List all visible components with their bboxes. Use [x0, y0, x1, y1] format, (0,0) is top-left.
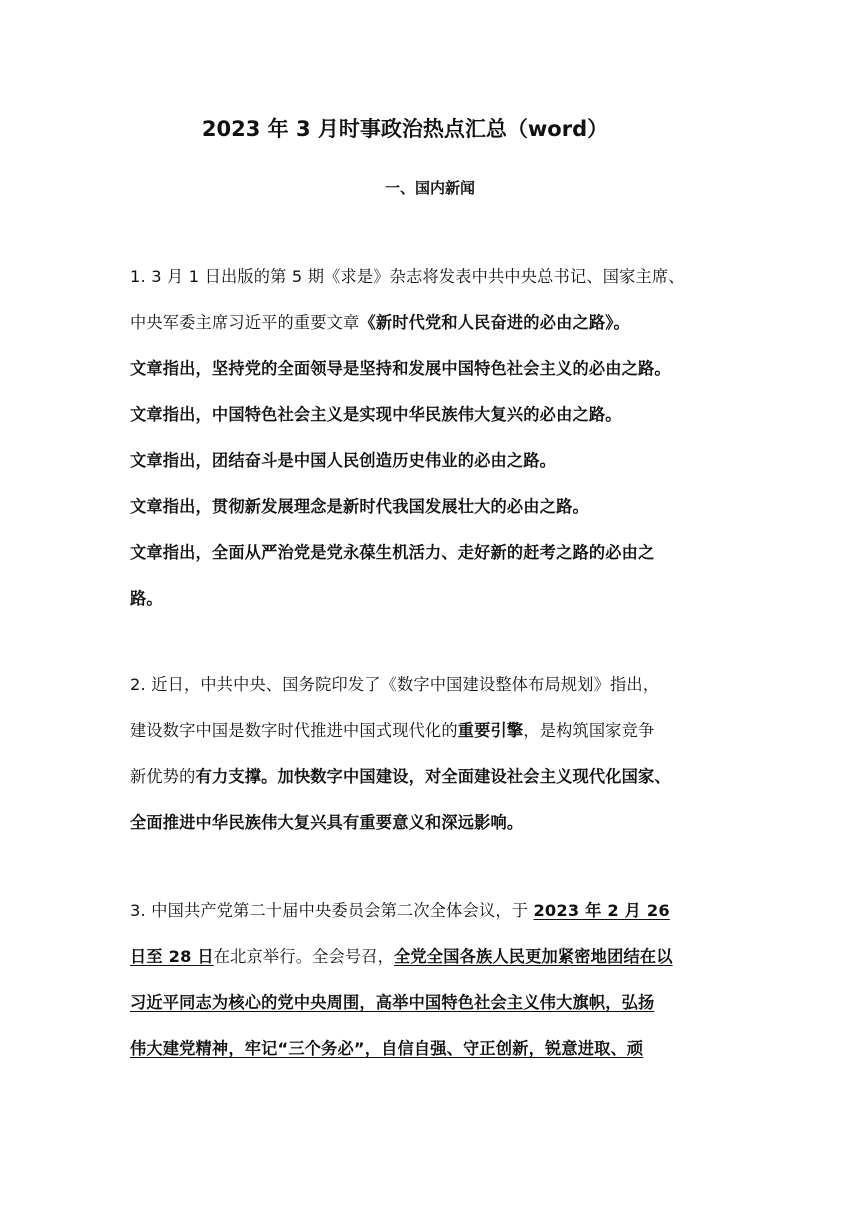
- item1-line2: [130, 300, 735, 346]
- item2-emphasis: 重要引擎: [457, 721, 524, 740]
- item3-line3: 习近平同志为核心的党中央周围，高举中国特色社会主义伟大旗帜，弘扬: [130, 993, 655, 1012]
- item2-line2-tail: ，是构筑国家竞争: [523, 721, 655, 740]
- item3-line4: 伟大建党精神，牢记“三个务必”，自信自强、守正创新，锐意进取、顽: [130, 1039, 644, 1058]
- article-title: 《新时代党和人民奋进的必由之路》。: [359, 313, 630, 332]
- item3-line1-text: 3. 中国共产党第二十届中央委员会第二次全体会议，于: [130, 901, 534, 920]
- news-item-1: [130, 254, 735, 622]
- document-title: 2023 年 3 月时事政治热点汇总（word）: [201, 117, 609, 141]
- item1-point: 文章指出，贯彻新发展理念是新时代我国发展壮大的必由之路。: [130, 497, 589, 516]
- section-heading: 一、国内新闻: [384, 179, 475, 197]
- item3-date: 2023 年 2 月 26: [533, 901, 670, 920]
- item2-line3: [130, 754, 735, 800]
- item2-line2: [130, 708, 735, 754]
- item2-emphasis: 有力支撑。加快数字中国建设，对全面建设社会主义现代化国家、: [195, 767, 671, 786]
- item1-point: 文章指出，全面从严治党是党永葆生机活力、走好新的赶考之路的必由之: [130, 543, 655, 562]
- news-item-3: [130, 888, 735, 1072]
- item1-point: 文章指出，团结奋斗是中国人民创造历史伟业的必由之路。: [130, 451, 557, 470]
- item1-point: 文章指出，中国特色社会主义是实现中华民族伟大复兴的必由之路。: [130, 405, 622, 424]
- item1-point: 文章指出，坚持党的全面领导是坚持和发展中国特色社会主义的必由之路。: [130, 359, 671, 378]
- item2-line1: 2. 近日，中共中央、国务院印发了《数字中国建设整体布局规划》指出，: [130, 675, 660, 694]
- item3-date: 日至 28 日: [130, 947, 214, 966]
- item1-point: 路。: [130, 589, 163, 608]
- item3-line2-text: 在北京举行。全会号召，: [213, 947, 395, 966]
- item3-line2: [130, 934, 735, 980]
- item1-line2-text: 中央军委主席习近平的重要文章: [130, 313, 360, 332]
- item2-line3-text: 新优势的: [130, 767, 196, 786]
- item2-line4: 全面推进中华民族伟大复兴具有重要意义和深远影响。: [130, 813, 524, 832]
- item1-line1: 1. 3 月 1 日出版的第 5 期《求是》杂志将发表中共中央总书记、国家主席、: [130, 267, 685, 286]
- news-item-2: [130, 662, 735, 846]
- item2-line2-text: 建设数字中国是数字时代推进中国式现代化的: [130, 721, 458, 740]
- item3-line1: [130, 888, 735, 934]
- item3-emphasis: 全党全国各族人民更加紧密地团结在以: [394, 947, 673, 966]
